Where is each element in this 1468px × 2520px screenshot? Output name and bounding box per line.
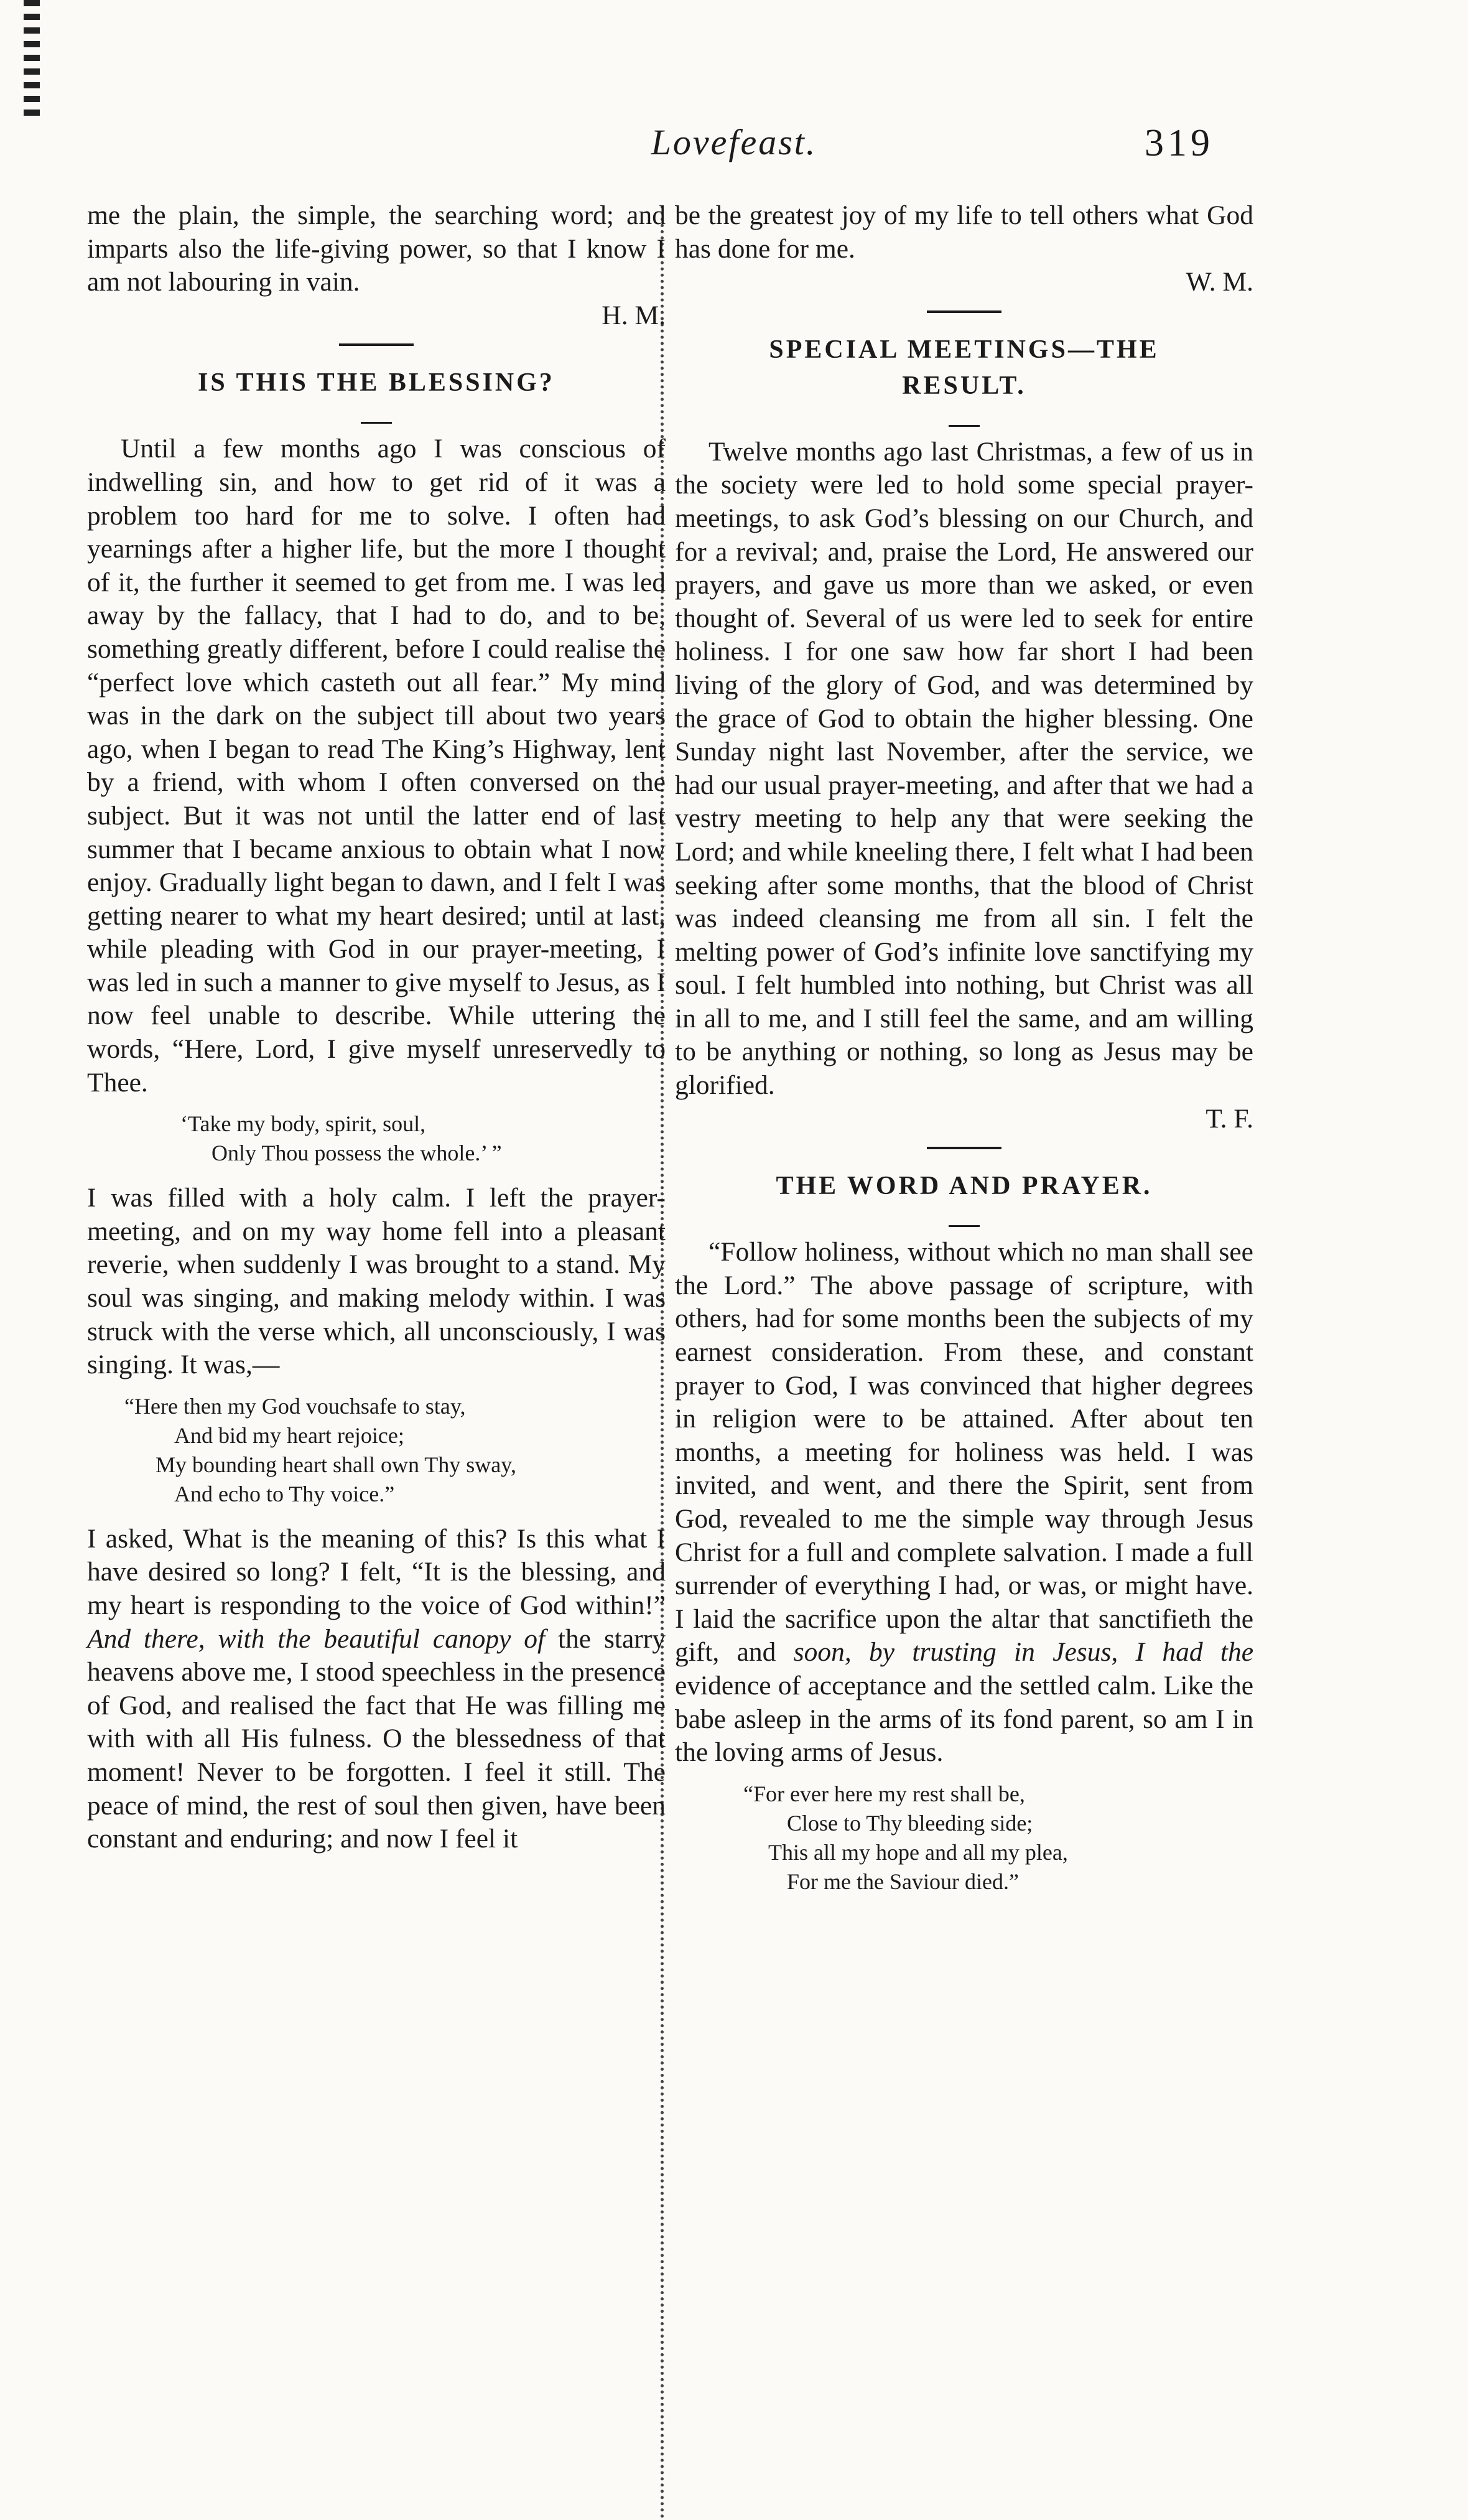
- right-column: [675, 199, 1253, 1910]
- italic-text: soon, by trusting in Jesus, I had the: [793, 1637, 1254, 1668]
- verse-line: This all my hope and all my plea,: [768, 1839, 1068, 1865]
- section-rule: [927, 310, 1001, 313]
- paragraph-text: evidence of acceptance and the settled calm. Like the babe asleep in the arms of its fond parent, so am I in the loving arms of Jesus.: [675, 1670, 1253, 1768]
- page-edge-mark: [24, 0, 40, 118]
- verse-quote: [87, 1109, 666, 1168]
- heading-line: RESULT.: [902, 371, 1026, 400]
- signature: T. F.: [1206, 1103, 1253, 1134]
- verse-line: And echo to Thy voice.”: [174, 1481, 395, 1506]
- continuation-paragraph: be the greatest joy of my life to tell others what God has done for me.: [675, 200, 1253, 264]
- verse-quote: [675, 1780, 1253, 1897]
- article-paragraph: Twelve months ago last Christmas, a few of us in the society were led to hold some special prayer-meetings, to ask God’s blessing on our Church, and for a revival; and, praise the Lord, He answered our prayers, and gave us more than we asked, or even thought of. Several of us were led to seek for entire holiness. I for one saw how far short I had been living of the glory of God, and was determined by the grace of God to obtain the higher blessing. One Sunday night last November, after the service, we had our usual prayer-meeting, and after that we had a vestry meeting to help any that were seeking the Lord; and while kneeling there, I felt what I had been seeking after some months, that the blood of Christ was indeed cleansing me from all sin. I felt the melting power of God’s infinite love sanctifying my soul. I felt humbled into nothing, but Christ was all in all to me, and I still feel the same, and am willing to be anything or nothing, so long as Jesus may be glorified.: [675, 436, 1253, 1101]
- heading-line: SPECIAL MEETINGS—THE: [769, 335, 1159, 364]
- verse-line: Close to Thy bleeding side;: [787, 1810, 1033, 1836]
- paragraph-text: “Follow holiness, without which no man shall see the Lord.” The above passage of scripture, with others, had for some months been the subjects of my earnest consideration. From these, and constant prayer to God, I was convinced that higher degrees in religion were to be attained. After about ten months, a meeting for holiness was held. I was invited, and went, and there the Spirit, sent from God, revealed to me the simple way through Jesus Christ for a full and complete salvation. I made a full surrender of everything I had, or was, or might have. I laid the sacrifice upon the altar that sanctifieth the gift, and: [675, 1237, 1253, 1668]
- verse-line: ‘Take my body, spirit, soul,: [180, 1111, 426, 1137]
- article-heading: IS THIS THE BLESSING?: [198, 368, 555, 398]
- page-number: 319: [1145, 122, 1214, 164]
- heading-rule: [949, 1225, 980, 1227]
- verse-line: For me the Saviour died.”: [787, 1869, 1019, 1894]
- article-paragraph: I was filled with a holy calm. I left the prayer-meeting, and on my way home fell into a pleasant reverie, when suddenly I was brought to a stand. My soul was singing, and making melody within. I was struck with the verse which, all unconsciously, I was singing. It was,—: [87, 1183, 666, 1380]
- paragraph-text: I asked, What is the meaning of this? Is this what I have desired so long? I felt, “It is the blessing, and my heart is responding to the voice of God within!”: [87, 1523, 666, 1620]
- verse-line: And bid my heart rejoice;: [174, 1422, 404, 1448]
- section-rule: [927, 1147, 1001, 1149]
- verse-quote: [87, 1392, 666, 1509]
- article-heading: [675, 332, 1253, 404]
- article-paragraph: [87, 1523, 666, 1856]
- verse-line: “For ever here my rest shall be,: [743, 1781, 1025, 1806]
- continuation-paragraph: me the plain, the simple, the searching word; and imparts also the life-giving power, so that I know I am not labouring in vain.: [87, 200, 666, 297]
- heading-rule: [949, 425, 980, 427]
- verse-line: “Here then my God vouchsafe to stay,: [124, 1393, 466, 1419]
- signature: H. M.: [602, 300, 666, 330]
- section-rule: [339, 343, 414, 346]
- article-paragraph: Until a few months ago I was conscious of indwelling sin, and how to get rid of it was a problem too hard for me to solve. I often had yearnings after a higher life, but the more I thought of it, the further it seemed to get from me. I was led away by the fallacy, that I had to do, and to be, something greatly different, before I could realise the “perfect love which casteth out all fear.” My mind was in the dark on the subject till about two years ago, when I began to read The King’s Highway, lent by a friend, with whom I often conversed on the subject. But it was not until the latter end of last summer that I became anxious to obtain what I now enjoy. Gradually light began to dawn, and I felt I was getting nearer to what my heart desired; until at last, while pleading with God in our prayer-meeting, I was led in such a manner to give myself to Jesus, as I now feel unable to describe. While uttering the words, “Here, Lord, I give myself unreservedly to Thee.: [87, 434, 666, 1098]
- article-paragraph: [675, 1236, 1253, 1770]
- paragraph-text: the starry heavens above me, I stood speechless in the presence of God, and realised the fact that He was filling me with with all His fulness. O the blessedness of that moment! Never to be forgotten. I feel it still. The peace of mind, the rest of soul then given, have been constant and enduring; and now I feel it: [87, 1623, 666, 1854]
- verse-line: My bounding heart shall own Thy sway,: [156, 1452, 516, 1477]
- heading-rule: [361, 422, 392, 424]
- signature: W. M.: [1186, 267, 1253, 297]
- italic-text: And there, with the beautiful canopy of: [87, 1623, 546, 1654]
- verse-line: Only Thou possess the whole.’ ”: [211, 1141, 502, 1166]
- article-heading: THE WORD AND PRAYER.: [776, 1172, 1153, 1201]
- running-title: Lovefeast.: [651, 122, 817, 162]
- left-column: [87, 199, 666, 1856]
